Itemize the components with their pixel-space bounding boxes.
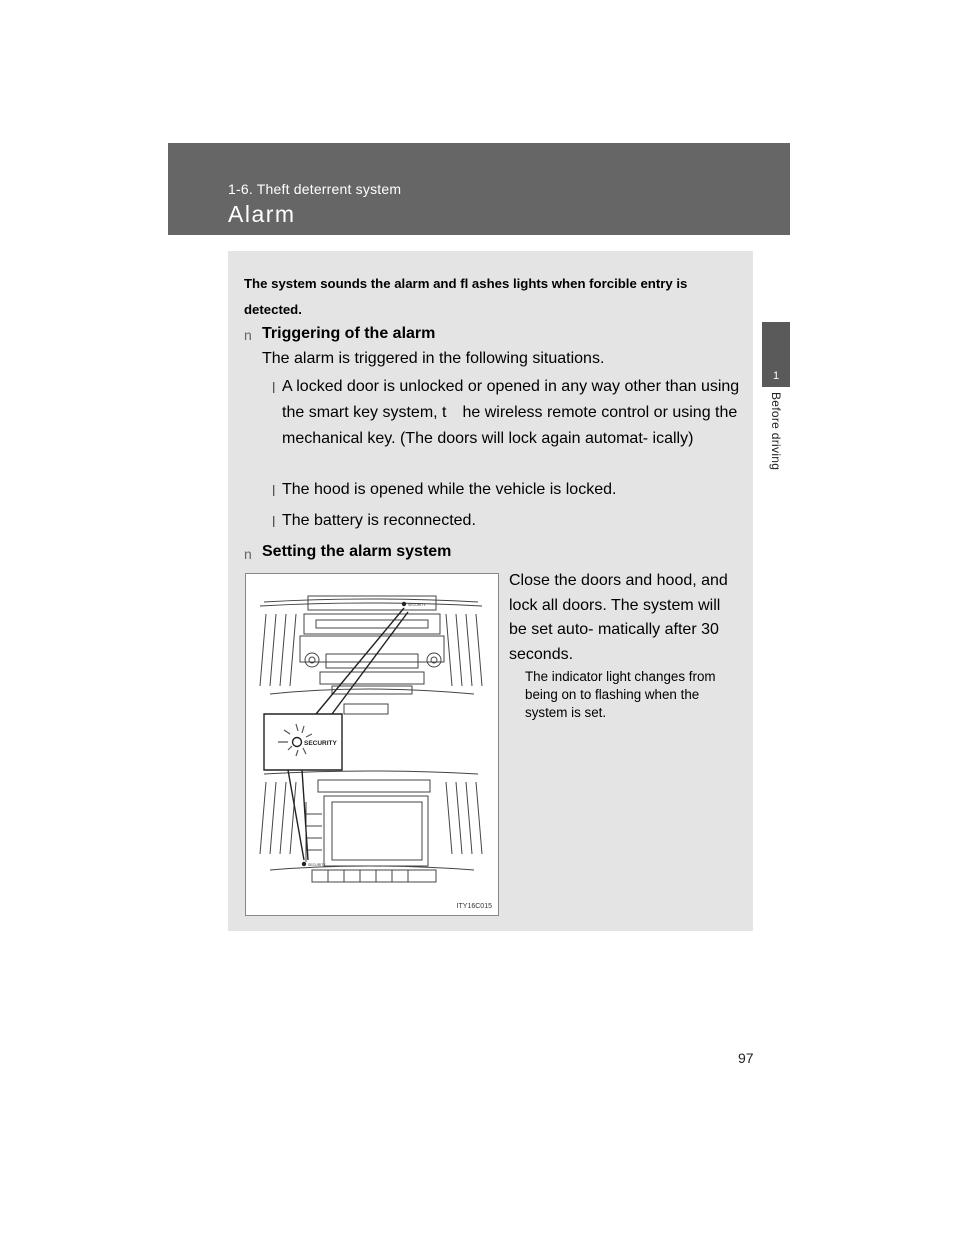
intro-text: The system sounds the alarm and fl ashes lights when forcible entry is detected. [244,276,688,317]
trigger-item: A locked door is unlocked or opened in any way other than using the smart key system, t he wireless remote control or using the mechanical key. (The doors will lock again automat- ically) [282,378,740,447]
setting-note: The indicator light changes from being on to flashing when the system is set. [525,669,716,720]
item-bullet: l [272,483,276,500]
chapter-label-container [766,392,786,492]
section-bullet: n [244,546,252,562]
trigger-item: The battery is reconnected. [282,512,476,529]
section-label: 1-6. Theft deterrent system [228,181,402,197]
item-bullet: l [272,380,276,397]
bottom-security-label: SECURITY [308,863,326,867]
chapter-tab [762,322,790,387]
header-bar [168,143,790,235]
trigger-item: The hood is opened while the vehicle is locked. [282,481,617,498]
triggering-lead: The alarm is triggered in the following situations. [262,350,605,367]
content-panel [228,251,753,931]
triggering-heading: Triggering of the alarm [262,325,436,342]
top-security-label: SECURITY [408,603,426,607]
page-number: 97 [738,1050,754,1066]
section-bullet: n [244,327,252,343]
figure-code: ITY16C015 [456,903,492,910]
page-title: Alarm [228,201,296,227]
console-illustration [245,573,499,916]
callout-security-label: SECURITY [304,740,337,747]
item-bullet: l [272,514,276,531]
chapter-label: Before driving [769,392,783,471]
setting-heading: Setting the alarm system [262,543,452,560]
chapter-number: 1 [772,370,780,382]
console-drawing [246,574,498,915]
setting-instruction: Close the doors and hood, and lock all doors. The system will be set auto- matically after 30 seconds. [509,572,728,663]
